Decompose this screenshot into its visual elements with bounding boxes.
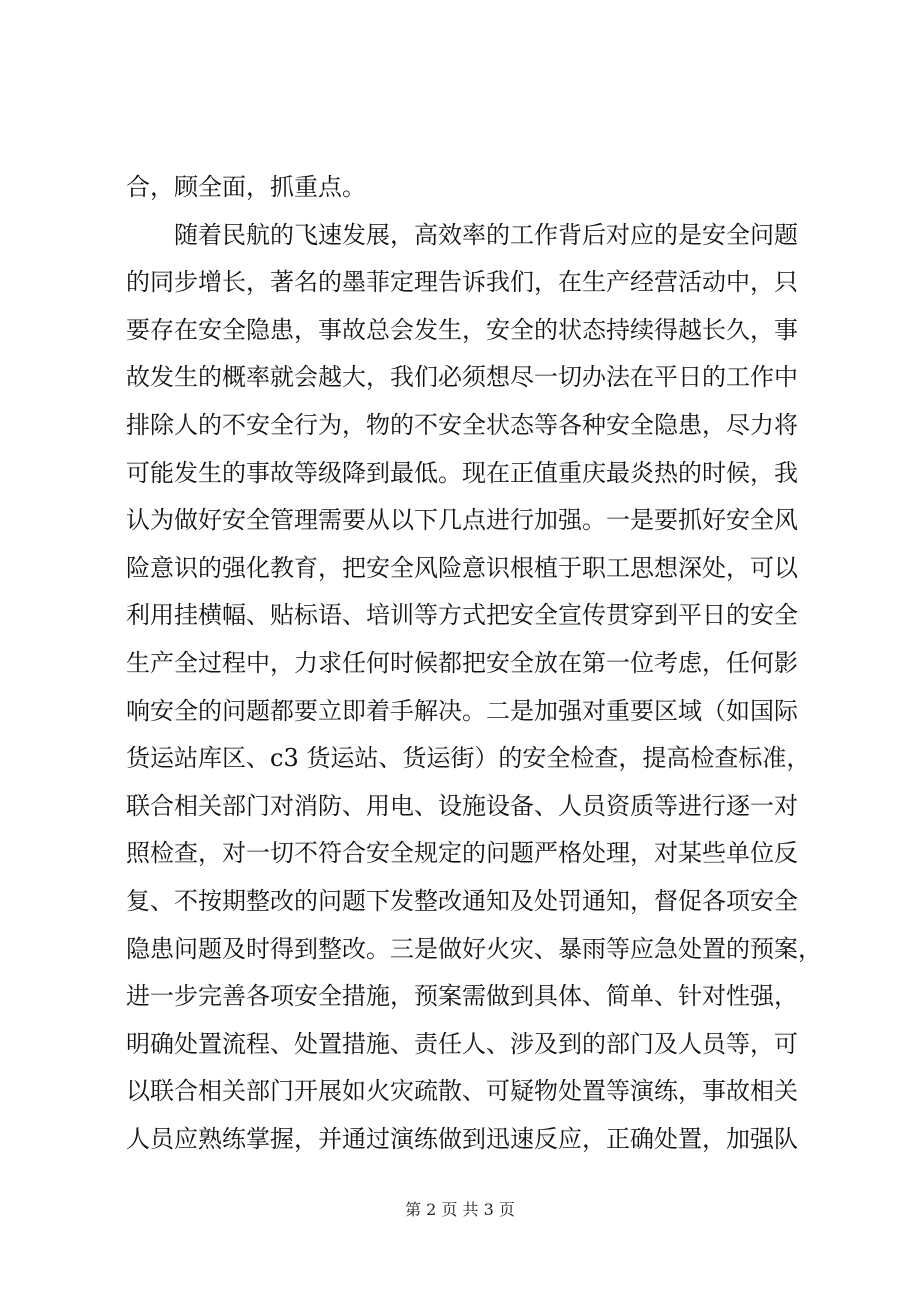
text-line: 生产全过程中，力求任何时候都把安全放在第一位考虑，任何影 xyxy=(126,648,798,677)
text-line: 进一步完善各项安全措施，预案需做到具体、简单、针对性强， xyxy=(126,982,798,1011)
text-line: 合，顾全面，抓重点。 xyxy=(126,173,366,201)
text-line: 认为做好安全管理需要从以下几点进行加强。一是要抓好安全风 xyxy=(126,506,798,535)
text-line: 联合相关部门对消防、用电、设施设备、人员资质等进行逐一对 xyxy=(126,791,798,820)
paragraph-start-line: 随着民航的飞速发展，高效率的工作背后对应的是安全问题 xyxy=(174,220,798,249)
text-line: 货运站库区、c3 货运站、货运街）的安全检查，提高检查标准， xyxy=(126,744,811,773)
text-line: 可能发生的事故等级降到最低。现在正值重庆最炎热的时候，我 xyxy=(126,458,798,487)
text-line: 排除人的不安全行为，物的不安全状态等各种安全隐患，尽力将 xyxy=(126,410,798,439)
text-line: 险意识的强化教育，把安全风险意识根植于职工思想深处，可以 xyxy=(126,553,798,582)
text-line: 人员应熟练掌握，并通过演练做到迅速反应，正确处置，加强队 xyxy=(126,1124,798,1153)
text-line: 要存在安全隐患，事故总会发生，安全的状态持续得越长久，事 xyxy=(126,315,798,344)
text-line: 以联合相关部门开展如火灾疏散、可疑物处置等演练，事故相关 xyxy=(126,1077,798,1106)
page-number-footer: 第 2 页 共 3 页 xyxy=(405,1200,515,1219)
text-line: 照检查，对一切不符合安全规定的问题严格处理，对某些单位反 xyxy=(126,839,798,868)
text-line: 故发生的概率就会越大，我们必须想尽一切办法在平日的工作中 xyxy=(126,363,798,392)
body-text xyxy=(126,164,826,1163)
text-line: 利用挂横幅、贴标语、培训等方式把安全宣传贯穿到平日的安全 xyxy=(126,601,798,630)
text-line: 隐患问题及时得到整改。三是做好火灾、暴雨等应急处置的预案， xyxy=(126,934,822,963)
text-line: 复、不按期整改的问题下发整改通知及处罚通知，督促各项安全 xyxy=(126,886,798,915)
text-line: 的同步增长，著名的墨菲定理告诉我们，在生产经营活动中，只 xyxy=(126,268,798,297)
text-line: 响安全的问题都要立即着手解决。二是加强对重要区域（如国际 xyxy=(126,696,798,725)
text-line: 明确处置流程、处置措施、责任人、涉及到的部门及人员等，可 xyxy=(126,1029,798,1058)
